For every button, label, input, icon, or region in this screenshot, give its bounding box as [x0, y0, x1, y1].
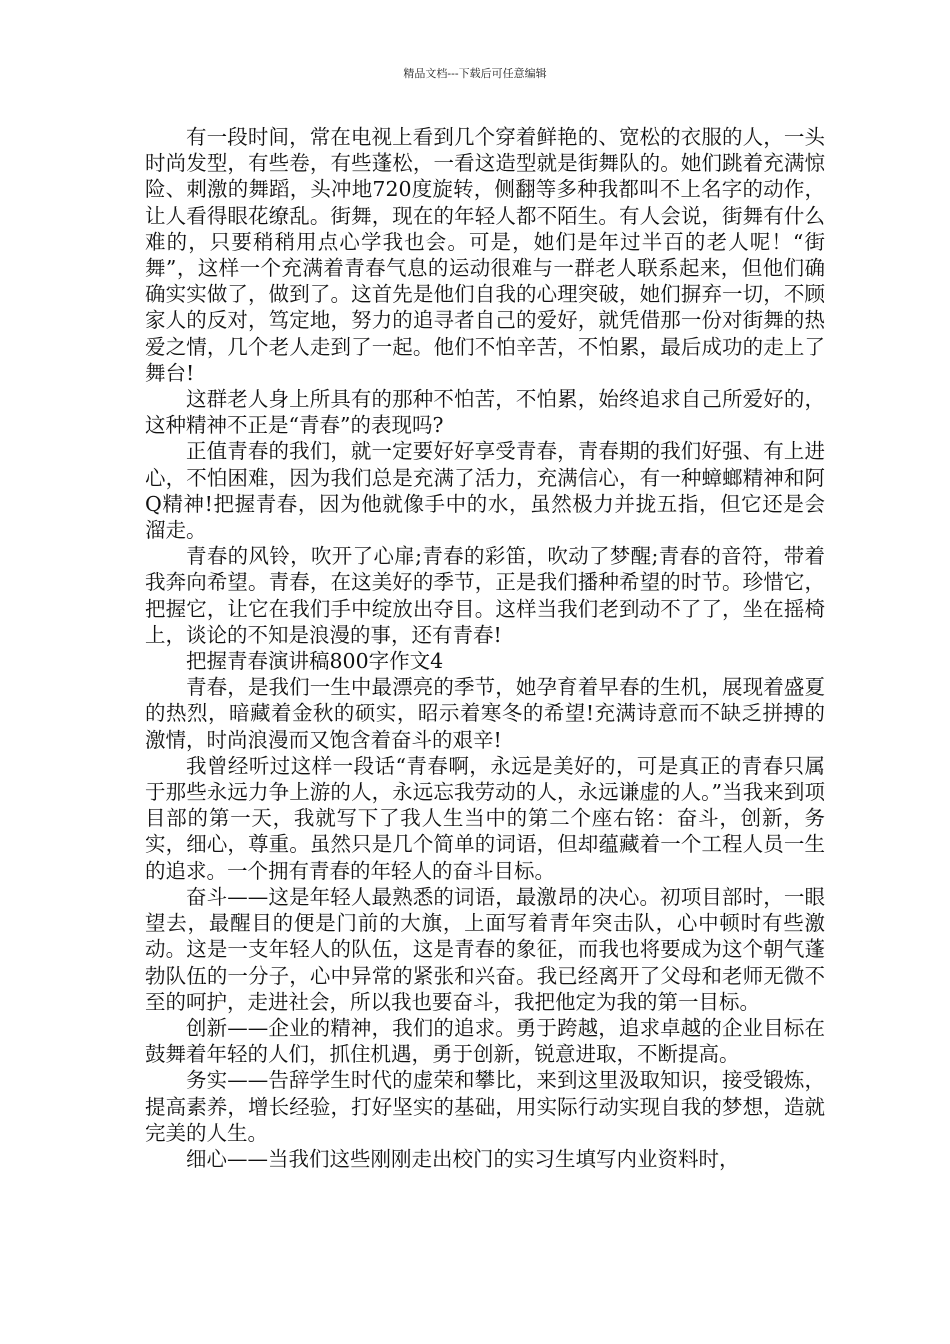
paragraph: 我曾经听过这样一段话“青春啊，永远是美好的，可是真正的青春只属于那些永远力争上游的人，永远忘我劳动的人，永远谦虚的人。”当我来到项目部的第一天，我就写下了我人生当中的第二个座右铭：奋斗，创新，务实，细心，尊重。虽然只是几个简单的词语，但却蕴藏着一个工程人员一生的追求。一个拥有青春的年轻人的奋斗目标。: [145, 753, 825, 883]
paragraph: 务实——告辞学生时代的虚荣和攀比，来到这里汲取知识，接受锻炼，提高素养，增长经验，打好坚实的基础，用实际行动实现自我的梦想，造就完美的人生。: [145, 1068, 825, 1145]
paragraph: 这群老人身上所具有的那种不怕苦，不怕累，始终追求自己所爱好的，这种精神不正是“青春”的表现吗?: [145, 387, 825, 438]
page-header: 精品文档---下载后可任意编辑: [403, 67, 547, 80]
paragraph: 青春的风铃，吹开了心扉;青春的彩笛，吹动了梦醒;青春的音符，带着我奔向希望。青春，在这美好的季节，正是我们播种希望的时节。珍惜它，把握它，让它在我们手中绽放出夺目。这样当我们老到动不了了，坐在摇椅上，谈论的不知是浪漫的事，还有青春!: [145, 544, 825, 647]
paragraph: 有一段时间，常在电视上看到几个穿着鲜艳的、宽松的衣服的人，一头时尚发型，有些卷，有些蓬松，一看这造型就是街舞队的。她们跳着充满惊险、刺激的舞蹈，头冲地720度旋转，侧翻等多种我都叫不上名字的动作，让人看得眼花缭乱。街舞，现在的年轻人都不陌生。有人会说，街舞有什么难的，只要稍稍用点心学我也会。可是，她们是年过半百的老人呢！“街舞”，这样一个充满着青春气息的运动很难与一群老人联系起来，但他们确确实实做了，做到了。这首先是他们自我的心理突破，她们摒弃一切，不顾家人的反对，笃定地，努力的追寻者自己的爱好，就凭借那一份对街舞的热爱之情，几个老人走到了一起。他们不怕辛苦，不怕累，最后成功的走上了舞台!: [145, 125, 825, 385]
paragraph: 创新——企业的精神，我们的追求。勇于跨越，追求卓越的企业目标在鼓舞着年轻的人们，抓住机遇，勇于创新，锐意进取，不断提高。: [145, 1015, 825, 1067]
section-title: 把握青春演讲稿800字作文4: [186, 649, 444, 674]
paragraph: 细心——当我们这些刚刚走出校门的实习生填写内业资料时，: [186, 1146, 740, 1171]
paragraph: 奋斗——这是年轻人最熟悉的词语，最激昂的决心。初项目部时，一眼望去，最醒目的便是门前的大旗，上面写着青年突击队，心中顿时有些激动。这是一支年轻人的队伍，这是青春的象征，而我也将要成为这个朝气蓬勃队伍的一分子，心中异常的紧张和兴奋。我已经离开了父母和老师无微不至的呵护，走进社会，所以我也要奋斗，我把他定为我的第一目标。: [145, 884, 825, 1014]
paragraph: 正值青春的我们，就一定要好好享受青春，青春期的我们好强、有上进心，不怕困难，因为我们总是充满了活力，充满信心，有一种蟑螂精神和阿Q精神!把握青春，因为他就像手中的水，虽然极力并拢五指，但它还是会溜走。: [145, 439, 825, 543]
document-body: [145, 124, 825, 1172]
paragraph: 青春，是我们一生中最漂亮的季节，她孕育着早春的生机，展现着盛夏的热烈，暗藏着金秋的硕实，昭示着寒冬的希望!充满诗意而不缺乏拼搏的激情，时尚浪漫而又饱含着奋斗的艰辛!: [145, 675, 825, 752]
